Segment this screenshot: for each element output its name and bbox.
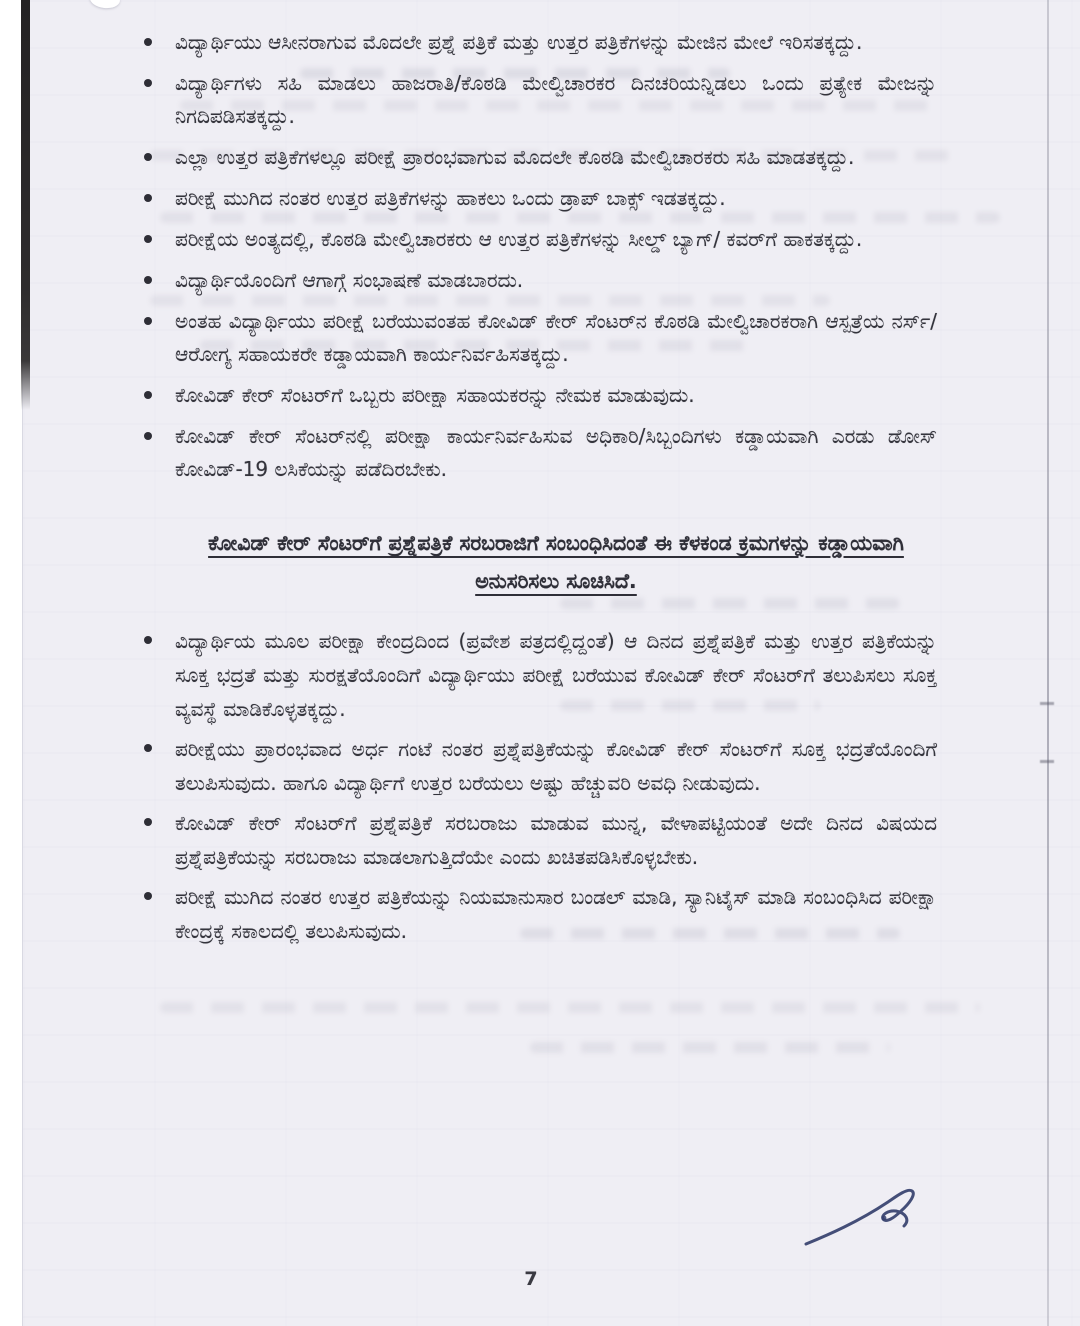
bullet-text: ಪರೀಕ್ಷೆ ಮುಗಿದ ನಂತರ ಉತ್ತರ ಪತ್ರಿಕೆಯನ್ನು ನಿಯಮಾನುಸಾರ ಬಂಡಲ್ ಮಾಡಿ, ಸ್ಯಾನಿಟೈಸ್ ಮಾಡಿ ಸಂಬಂಧಿಸಿದ ಪರೀಕ್ಷಾ ಕೇಂದ್ರಕ್ಕೆ ಸಕಾಲದಲ್ಲಿ ತಲುಪಿಸುವುದು.	[175, 885, 937, 943]
bullet-text: ಪರೀಕ್ಷೆಯ ಅಂತ್ಯದಲ್ಲಿ, ಕೊಠಡಿ ಮೇಲ್ವಿಚಾರಕರು ಆ ಉತ್ತರ ಪತ್ರಿಕೆಗಳನ್ನು ಸೀಲ್ಡ್ ಬ್ಯಾಗ್/ ಕವರ್‌ಗೆ ಹಾಕತಕ್ಕದ್ದು.	[175, 227, 863, 251]
list-item	[175, 26, 937, 59]
bullet-text: ವಿದ್ಯಾರ್ಥಿಗಳು ಸಹಿ ಮಾಡಲು ಹಾಜರಾತಿ/ಕೊಠಡಿ ಮೇಲ್ವಿಚಾರಕರ ದಿನಚರಿಯನ್ನಿಡಲು ಒಂದು ಪ್ರತ್ಯೇಕ ಮೇಜನ್ನು ನಿಗದಿಪಡಿಸತಕ್ಕದ್ದು.	[175, 71, 937, 128]
bullet-text: ವಿದ್ಯಾರ್ಥಿಯು ಆಸೀನರಾಗುವ ಮೊದಲೇ ಪ್ರಶ್ನೆ ಪತ್ರಿಕೆ ಮತ್ತು ಉತ್ತರ ಪತ್ರಿಕೆಗಳನ್ನು ಮೇಜಿನ ಮೇಲೆ ಇರಿಸತಕ್ಕದ್ದು.	[175, 30, 863, 54]
bullet-text: ಕೋವಿಡ್ ಕೇರ್ ಸೆಂಟರ್‌ಗೆ ಪ್ರಶ್ನೆಪತ್ರಿಕೆ ಸರಬರಾಜು ಮಾಡುವ ಮುನ್ನ, ವೇಳಾಪಟ್ಟಿಯಂತೆ ಅದೇ ದಿನದ ವಿಷಯದ ಪ್ರಶ್ನೆಪತ್ರಿಕೆಯನ್ನು ಸರಬರಾಜು ಮಾಡಲಾಗುತ್ತಿದೆಯೇ ಎಂದು ಖಚಿತಪಡಿಸಿಕೊಳ್ಳಬೇಕು.	[175, 811, 937, 869]
scan-artifact	[1040, 702, 1054, 705]
instruction-list-exam-room	[175, 26, 937, 486]
bullet-text: ಪರೀಕ್ಷೆ ಮುಗಿದ ನಂತರ ಉತ್ತರ ಪತ್ರಿಕೆಗಳನ್ನು ಹಾಕಲು ಒಂದು ಡ್ರಾಪ್ ಬಾಕ್ಸ್ ಇಡತಕ್ಕದ್ದು.	[175, 186, 726, 210]
list-item	[175, 141, 937, 174]
bullet-text: ಕೋವಿಡ್ ಕೇರ್ ಸೆಂಟರ್‌ನಲ್ಲಿ ಪರೀಕ್ಷಾ ಕಾರ್ಯನಿರ್ವಹಿಸುವ ಅಧಿಕಾರಿ/ಸಿಬ್ಬಂದಿಗಳು ಕಡ್ಡಾಯವಾಗಿ ಎರಡು ಡೋಸ್ ಕೋವಿಡ್-19 ಲಸಿಕೆಯನ್ನು ಪಡೆದಿರಬೇಕು.	[175, 424, 937, 481]
list-item	[175, 182, 937, 215]
bullet-icon	[144, 38, 152, 46]
handwritten-signature	[800, 1178, 940, 1262]
bullet-icon	[144, 79, 152, 87]
bullet-icon	[144, 636, 152, 644]
list-item	[175, 67, 937, 133]
list-item	[175, 420, 937, 486]
list-item	[175, 880, 937, 948]
scan-artifact	[1040, 760, 1054, 763]
bullet-icon	[144, 276, 152, 284]
list-item	[175, 624, 937, 726]
bullet-text: ಪರೀಕ್ಷೆಯು ಪ್ರಾರಂಭವಾದ ಅರ್ಧ ಗಂಟೆ ನಂತರ ಪ್ರಶ್ನೆಪತ್ರಿಕೆಯನ್ನು ಕೋವಿಡ್ ಕೇರ್ ಸೆಂಟರ್‌ಗೆ ಸೂಕ್ತ ಭದ್ರತೆಯೊಂದಿಗೆ ತಲುಪಿಸುವುದು. ಹಾಗೂ ವಿದ್ಯಾರ್ಥಿಗೆ ಉತ್ತರ ಬರೆಯಲು ಅಷ್ಟು ಹೆಚ್ಚುವರಿ ಅವಧಿ ನೀಡುವುದು.	[175, 737, 937, 795]
list-item	[175, 305, 937, 371]
bullet-icon	[144, 317, 152, 325]
list-item	[175, 732, 937, 800]
bullet-text: ಕೋವಿಡ್ ಕೇರ್ ಸೆಂಟರ್‌ಗೆ ಒಬ್ಬರು ಪರೀಕ್ಷಾ ಸಹಾಯಕರನ್ನು ನೇಮಕ ಮಾಡುವುದು.	[175, 383, 695, 407]
bullet-icon	[144, 432, 152, 440]
page-fold-line	[1047, 0, 1049, 1326]
list-item	[175, 379, 937, 412]
scan-edge-shadow	[21, 0, 30, 410]
page-number: 7	[524, 1268, 538, 1290]
bullet-icon	[144, 818, 152, 826]
bullet-icon	[144, 892, 152, 900]
bullet-text: ಅಂತಹ ವಿದ್ಯಾರ್ಥಿಯು ಪರೀಕ್ಷೆ ಬರೆಯುವಂತಹ ಕೋವಿಡ್ ಕೇರ್ ಸೆಂಟರ್‌ನ ಕೊಠಡಿ ಮೇಲ್ವಿಚಾರಕರಾಗಿ ಆಸ್ಪತ್ರೆಯ ನರ್ಸ್/ಆರೋಗ್ಯ ಸಹಾಯಕರೇ ಕಡ್ಡಾಯವಾಗಿ ಕಾರ್ಯನಿರ್ವಹಿಸತಕ್ಕದ್ದು.	[175, 309, 937, 366]
bullet-icon	[144, 235, 152, 243]
list-item	[175, 806, 937, 874]
section-heading: ಕೋವಿಡ್ ಕೇರ್ ಸೆಂಟರ್‌ಗೆ ಪ್ರಶ್ನೆಪತ್ರಿಕೆ ಸರಬರಾಜಿಗೆ ಸಂಬಂಧಿಸಿದಂತೆ ಈ ಕೆಳಕಂಡ ಕ್ರಮಗಳನ್ನು ಕಡ್ಡಾಯವಾಗಿ ಅನುಸರಿಸಲು ಸೂಚಿಸಿದೆ.	[208, 531, 904, 593]
bullet-text: ವಿದ್ಯಾರ್ಥಿಯ ಮೂಲ ಪರೀಕ್ಷಾ ಕೇಂದ್ರದಿಂದ (ಪ್ರವೇಶ ಪತ್ರದಲ್ಲಿದ್ದಂತೆ) ಆ ದಿನದ ಪ್ರಶ್ನೆಪತ್ರಿಕೆ ಮತ್ತು ಉತ್ತರ ಪತ್ರಿಕೆಯನ್ನು ಸೂಕ್ತ ಭದ್ರತೆ ಮತ್ತು ಸುರಕ್ಷತೆಯೊಂದಿಗೆ ವಿದ್ಯಾರ್ಥಿಯು ಪರೀಕ್ಷೆ ಬರೆಯುವ ಕೋವಿಡ್ ಕೇರ್ ಸೆಂಟರ್‌ಗೆ ತಲುಪಿಸಲು ಸೂಕ್ತ ವ್ಯವಸ್ಥೆ ಮಾಡಿಕೊಳ್ಳತಕ್ಕದ್ದು.	[175, 629, 937, 721]
list-item	[175, 264, 937, 297]
bullet-text: ಎಲ್ಲಾ ಉತ್ತರ ಪತ್ರಿಕೆಗಳಲ್ಲೂ ಪರೀಕ್ಷೆ ಪ್ರಾರಂಭವಾಗುವ ಮೊದಲೇ ಕೊಠಡಿ ಮೇಲ್ವಿಚಾರಕರು ಸಹಿ ಮಾಡತಕ್ಕದ್ದು.	[175, 145, 855, 169]
instruction-list-question-paper-supply	[175, 624, 937, 948]
bullet-icon	[144, 153, 152, 161]
list-item	[175, 223, 937, 256]
bullet-text: ವಿದ್ಯಾರ್ಥಿಯೊಂದಿಗೆ ಆಗಾಗ್ಗೆ ಸಂಭಾಷಣೆ ಮಾಡಬಾರದು.	[175, 268, 524, 292]
bullet-icon	[144, 744, 152, 752]
bullet-icon	[144, 194, 152, 202]
bullet-icon	[144, 391, 152, 399]
document-body	[175, 26, 937, 954]
